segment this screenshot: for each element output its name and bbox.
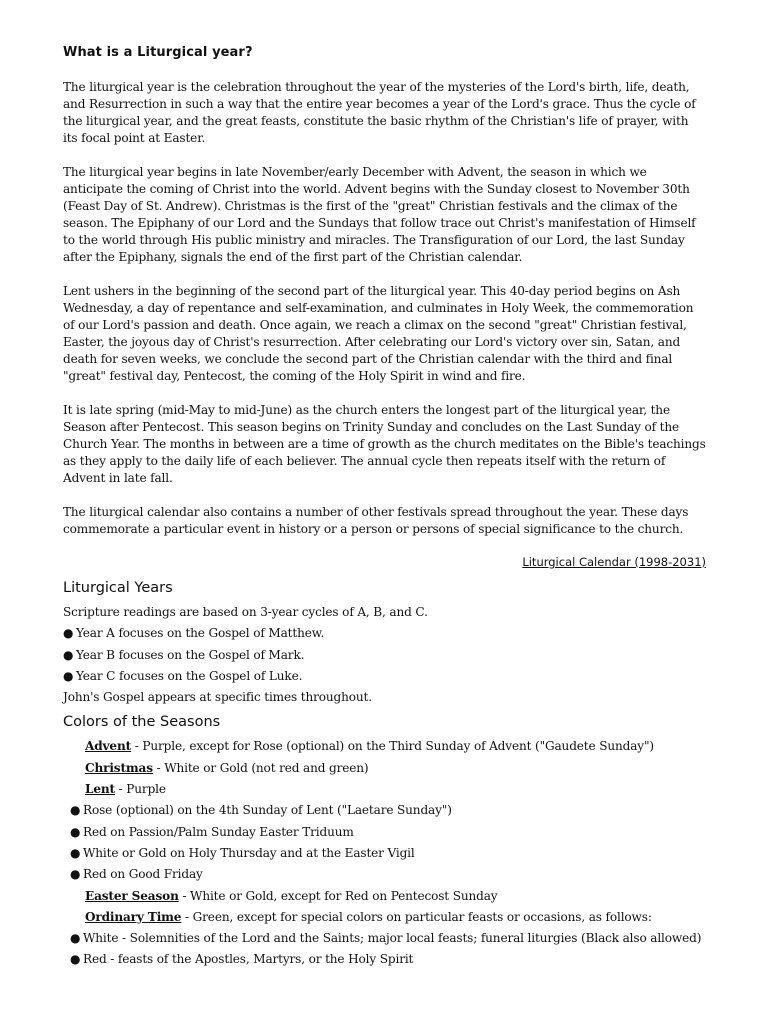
season-name: Advent	[85, 739, 132, 754]
bullet-icon: ●	[63, 626, 74, 641]
paragraph-intro: The liturgical year is the celebration throughout the year of the mysteries of the Lord's birth, life, death, and Resurrection in such a way that the entire year becomes a year of the Lord's grace. Thus the cycle of the liturgical year, and the great feasts, constitute the basic rhythm of the Christian's life of prayer, with its focal point at Easter.	[63, 80, 696, 145]
paragraph-other-festivals: The liturgical calendar also contains a number of other festivals spread throughout the year. These days commemorate a particular event in history or a person or persons of special significance to the church.	[63, 505, 689, 536]
season-ordinary-time	[63, 907, 706, 928]
liturgical-years-heading: Liturgical Years	[63, 580, 173, 596]
list-item-text: Red - feasts of the Apostles, Martyrs, or the Holy Spirit	[83, 952, 414, 967]
list-item-text: White - Solemnities of the Lord and the Saints; major local feasts; funeral liturgies (Black also allowed)	[83, 931, 702, 946]
season-name: Easter Season	[85, 888, 179, 903]
paragraph-lent: Lent ushers in the beginning of the second part of the liturgical year. This 40-day period begins on Ash Wednesday, a day of repentance and self-examination, and culminates in Holy Week, the commemoration of our Lord's passion and death. Once again, we reach a climax on the second "great" Christian festival, Easter, the joyous day of Christ's resurrection. After celebrating our Lord's victory over sin, Satan, and death for seven weeks, we conclude the second part of the Christian calendar with the third and final "great" festival day, Pentecost, the coming of the Holy Spirit in wind and fire.	[63, 284, 694, 383]
bullet-icon: ●	[70, 803, 81, 818]
season-desc: - White or Gold (not red and green)	[152, 760, 369, 775]
season-easter	[63, 886, 706, 907]
season-desc: - Purple, except for Rose (optional) on the Third Sunday of Advent ("Gaudete Sunday")	[131, 739, 654, 754]
colors-heading: Colors of the Seasons	[63, 714, 221, 731]
list-item	[63, 645, 706, 666]
season-advent	[63, 736, 706, 757]
list-item	[63, 864, 706, 885]
bullet-icon: ●	[70, 952, 81, 967]
list-item	[63, 928, 706, 949]
years-intro: Scripture readings are based on 3-year cycles of A, B, and C.	[63, 605, 428, 619]
season-name: Ordinary Time	[85, 909, 182, 924]
list-item-text: Year C focuses on the Gospel of Luke.	[76, 668, 303, 683]
season-lent	[63, 779, 706, 800]
list-item-text: Rose (optional) on the 4th Sunday of Lent ("Laetare Sunday")	[83, 803, 452, 818]
list-item	[63, 800, 706, 821]
list-item-text: Year B focuses on the Gospel of Mark.	[76, 647, 305, 662]
liturgical-calendar-link[interactable]: Liturgical Calendar (1998-2031)	[522, 555, 706, 569]
paragraph-advent: The liturgical year begins in late November/early December with Advent, the season in which we anticipate the coming of Christ into the world. Advent begins with the Sunday closest to November 30th (Feast Day of St. Andrew). Christmas is the first of the "great" Christian festivals and the climax of the season. The Epiphany of our Lord and the Sundays that follow trace out Christ's manifestation of Himself to the world through His public ministry and miracles. The Transfiguration of our Lord, the last Sunday after the Epiphany, signals the end of the first part of the Christian calendar.	[63, 165, 696, 264]
season-name: Lent	[85, 782, 115, 797]
list-item	[63, 666, 706, 687]
list-item-text: White or Gold on Holy Thursday and at the Easter Vigil	[83, 845, 415, 860]
list-item-text: Red on Passion/Palm Sunday Easter Triduum	[83, 824, 354, 839]
page-title: What is a Liturgical year?	[63, 45, 253, 60]
list-item-text: Red on Good Friday	[83, 867, 203, 882]
bullet-icon: ●	[70, 845, 81, 860]
bullet-icon: ●	[70, 824, 81, 839]
bullet-icon: ●	[70, 867, 81, 882]
years-outro: John's Gospel appears at specific times throughout.	[63, 690, 372, 705]
season-desc: - White or Gold, except for Red on Pentecost Sunday	[178, 888, 498, 903]
list-item-text: Year A focuses on the Gospel of Matthew.	[76, 626, 325, 641]
bullet-icon: ●	[63, 668, 74, 683]
season-desc: - Green, except for special colors on particular feasts or occasions, as follows:	[181, 909, 652, 924]
paragraph-pentecost: It is late spring (mid-May to mid-June) as the church enters the longest part of the liturgical year, the Season after Pentecost. This season begins on Trinity Sunday and concludes on the Last Sunday of the Church Year. The months in between are a time of growth as the church meditates on the Bible's teachings as they apply to the daily life of each believer. The annual cycle then repeats itself with the return of Advent in late fall.	[63, 403, 706, 485]
list-item	[63, 822, 706, 843]
list-item	[63, 623, 706, 644]
bullet-icon: ●	[70, 931, 81, 946]
season-christmas	[63, 758, 706, 779]
bullet-icon: ●	[63, 647, 74, 662]
list-item	[63, 949, 706, 970]
season-desc: - Purple	[114, 782, 166, 797]
list-item	[63, 843, 706, 864]
season-name: Christmas	[85, 760, 153, 775]
